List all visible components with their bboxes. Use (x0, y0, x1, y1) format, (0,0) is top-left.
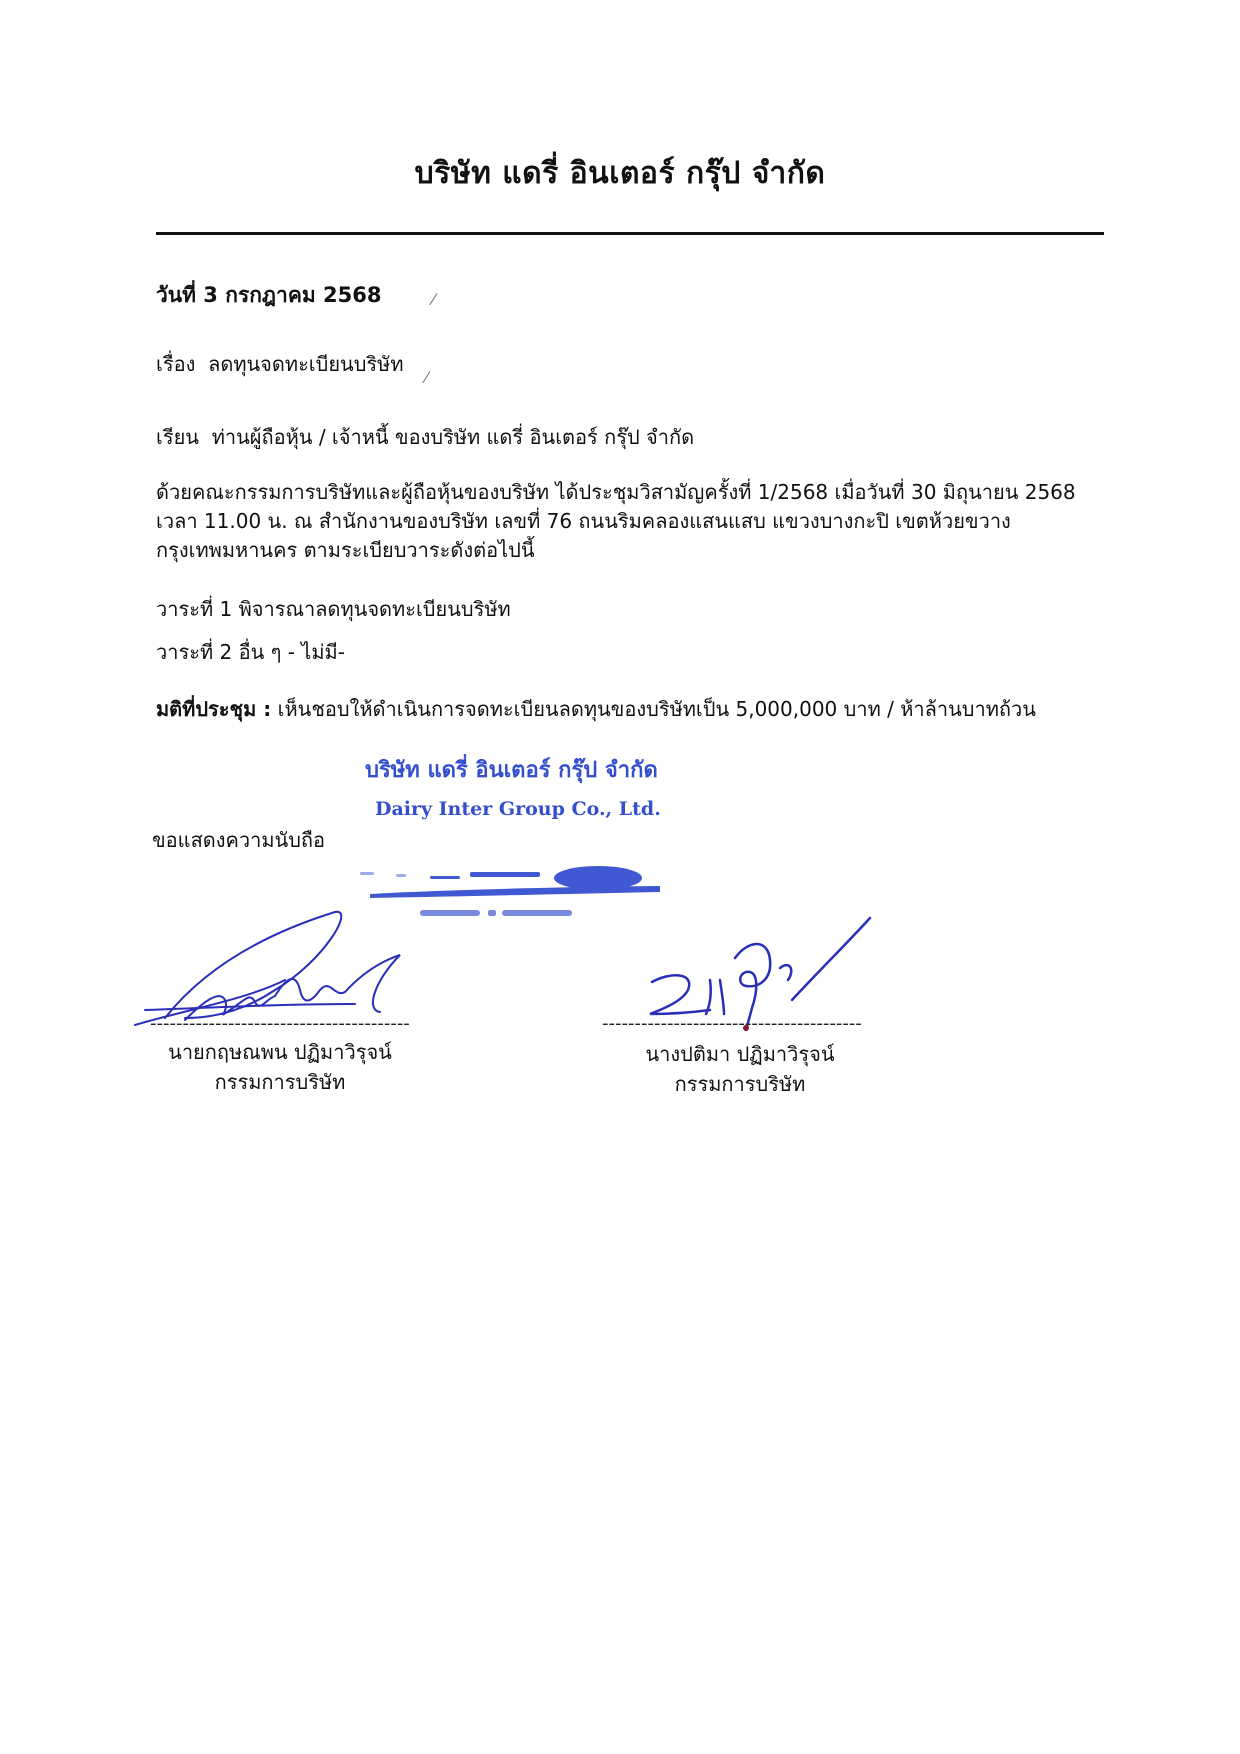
recipient-text: ท่านผู้ถือหุ้น / เจ้าหนี้ ของบริษัท แดรี่ อินเตอร์ กรุ๊ป จำกัด (211, 425, 695, 449)
subject-line (156, 350, 404, 379)
body-line-1: ด้วยคณะกรรมการบริษัทและผู้ถือหุ้นของบริษัท ได้ประชุมวิสามัญครั้งที่ 1/2568 เมื่อวันที่ 30 มิถุนายน 2568 (156, 480, 1076, 504)
check-mark-icon: ⁄ (425, 368, 428, 387)
header-divider (156, 232, 1104, 235)
recipient-label: เรียน (156, 425, 199, 449)
signatory-1-position: กรรมการบริษัท (214, 1070, 346, 1094)
subject-text: ลดทุนจดทะเบียนบริษัท (208, 352, 404, 376)
signatory-2-position: กรรมการบริษัท (674, 1072, 806, 1096)
signature-2-dashes: ---------------------------------------- (602, 1013, 862, 1034)
stamp-thai-line: บริษัท แดรี่ อินเตอร์ กรุ๊ป จำกัด (365, 757, 658, 783)
body-line-2: เวลา 11.00 น. ณ สำนักงานของบริษัท เลขที่ 76 ถนนริมคลองแสนแสบ แขวงบางกะปิ เขตห้วยขวาง (156, 509, 1011, 533)
agenda-item-1: วาระที่ 1 พิจารณาลดทุนจดทะเบียนบริษัท (156, 597, 511, 621)
body-line-3: กรุงเทพมหานคร ตามระเบียบวาระดังต่อไปนี้ (156, 538, 535, 562)
resolution-line (156, 695, 1036, 724)
signatory-2-name: นางปติมา ปฏิมาวิรุจน์ (645, 1042, 835, 1066)
company-title: บริษัท แดรี่ อินเตอร์ กรุ๊ป จำกัด (414, 156, 826, 191)
recipient-line (156, 423, 694, 452)
resolution-label: มติที่ประชุม : (156, 697, 272, 721)
resolution-text: เห็นชอบให้ดำเนินการจดทะเบียนลดทุนของบริษัทเป็น 5,000,000 บาท / ห้าล้านบาทถ้วน (277, 697, 1036, 721)
letter-date: วันที่ 3 กรกฎาคม 2568 (156, 283, 382, 307)
signature-1-dashes: ---------------------------------------- (150, 1013, 410, 1034)
agenda-item-2: วาระที่ 2 อื่น ๆ - ไม่มี- (156, 640, 345, 664)
signatory-1-name: นายกฤษณพน ปฏิมาวิรุจน์ (168, 1040, 392, 1064)
check-mark-icon: ⁄ (432, 290, 435, 309)
closing-text: ขอแสดงความนับถือ (152, 828, 326, 852)
subject-label: เรื่อง (156, 352, 196, 376)
signature-1-icon (125, 900, 425, 1030)
stamp-english-line: Dairy Inter Group Co., Ltd. (375, 798, 661, 820)
body-paragraph (156, 478, 1096, 565)
